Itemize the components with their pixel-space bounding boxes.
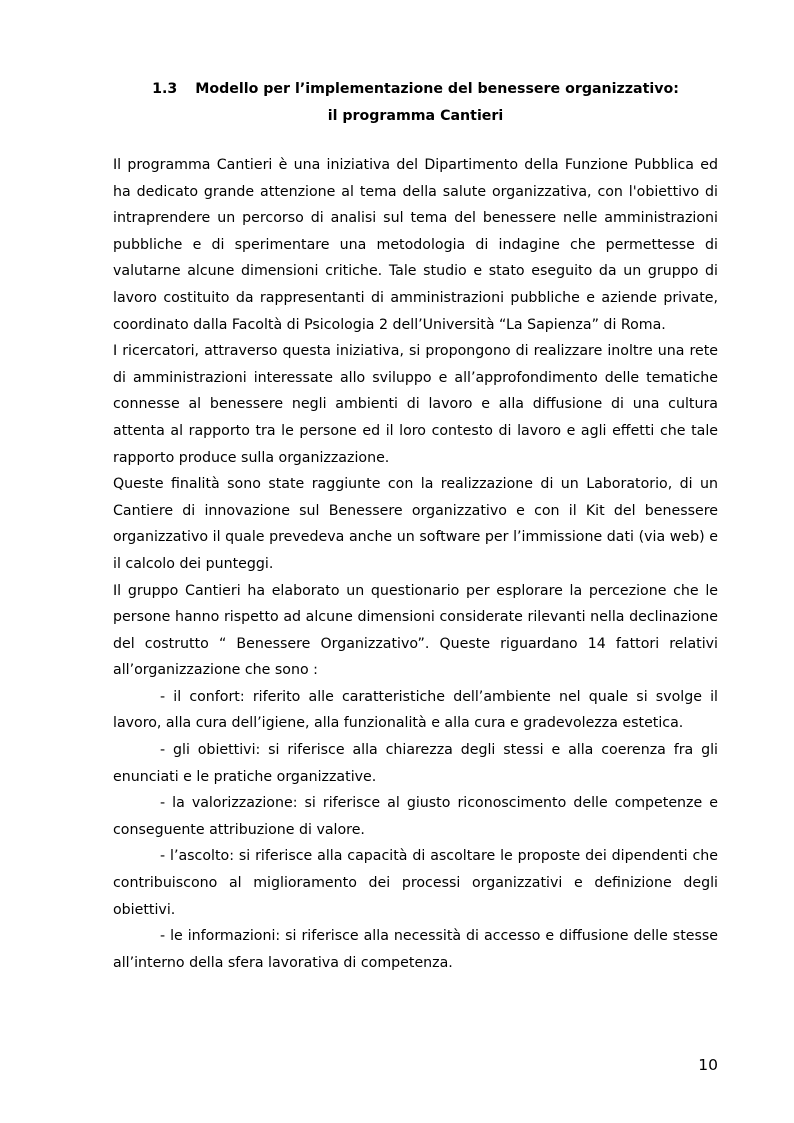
section-title-line-2: il programma Cantieri <box>327 107 504 124</box>
paragraph-goals: Queste finalità sono state raggiunte con la realizzazione di un Laboratorio, di un Cantiere di innovazione sul Benessere organizzativo e con il Kit del benessere organizzativo il quale prevedeva anche un software per l’immissione dati (via web) e il calcolo dei punteggi. <box>113 476 718 572</box>
list-item-confort: - il confort: riferito alle caratteristiche dell’ambiente nel quale si svolge il lavoro, alla cura dell’igiene, alla funzionalità e alla cura e gradevolezza estetica. <box>113 688 718 732</box>
section-number: 1.3 <box>152 81 178 97</box>
list-item-ascolto: - l’ascolto: si riferisce alla capacità di ascoltare le proposte dei dipendenti che contribuiscono al miglioramento dei processi organizzativi e definizione degli obiettivi. <box>113 848 718 918</box>
paragraph-questionnaire: Il gruppo Cantieri ha elaborato un questionario per esplorare la percezione che le persone hanno rispetto ad alcune dimensioni considerate rilevanti nella declinazione del costrutto “ Benessere Organizzativo”. Queste riguardano 14 fattori relativi all’organizzazione che sono : <box>113 582 718 679</box>
section-title-line-1: Modello per l’implementazione del benessere organizzativo: <box>195 81 679 97</box>
paragraph-researchers: I ricercatori, attraverso questa iniziativa, si propongono di realizzare inoltre una rete di amministrazioni interessate allo sviluppo e all’approfondimento delle tematiche connesse al benessere negli ambienti di lavoro e alla diffusione di una cultura attenta al rapporto tra le persone ed il loro contesto di lavoro e agli effetti che tale rapporto produce sulla organizzazione. <box>113 343 718 466</box>
body-text <box>113 152 718 976</box>
list-item-obiettivi: - gli obiettivi: si riferisce alla chiarezza degli stessi e alla coerenza fra gli enunciati e le pratiche organizzative. <box>113 742 718 785</box>
list-item-valorizzazione: - la valorizzazione: si riferisce al giusto riconoscimento delle competenze e conseguente attribuzione di valore. <box>113 795 718 838</box>
list-item-informazioni: - le informazioni: si riferisce alla necessità di accesso e diffusione delle stesse all’interno della sfera lavorativa di competenza. <box>113 928 718 971</box>
page-number: 10 <box>698 1056 718 1074</box>
section-heading <box>113 76 718 129</box>
paragraph-intro: Il programma Cantieri è una iniziativa del Dipartimento della Funzione Pubblica ed ha dedicato grande attenzione al tema della salute organizzativa, con l'obiettivo di intraprendere un percorso di analisi sul tema del benessere nelle amministrazioni pubbliche e di sperimentare una metodologia di indagine che permettesse di valutarne alcune dimensioni critiche. Tale studio e stato eseguito da un gruppo di lavoro costituito da rappresentanti di amministrazioni pubbliche e aziende private, coordinato dalla Facoltà di Psicologia 2 dell’Università “La Sapienza” di Roma. <box>113 157 718 333</box>
